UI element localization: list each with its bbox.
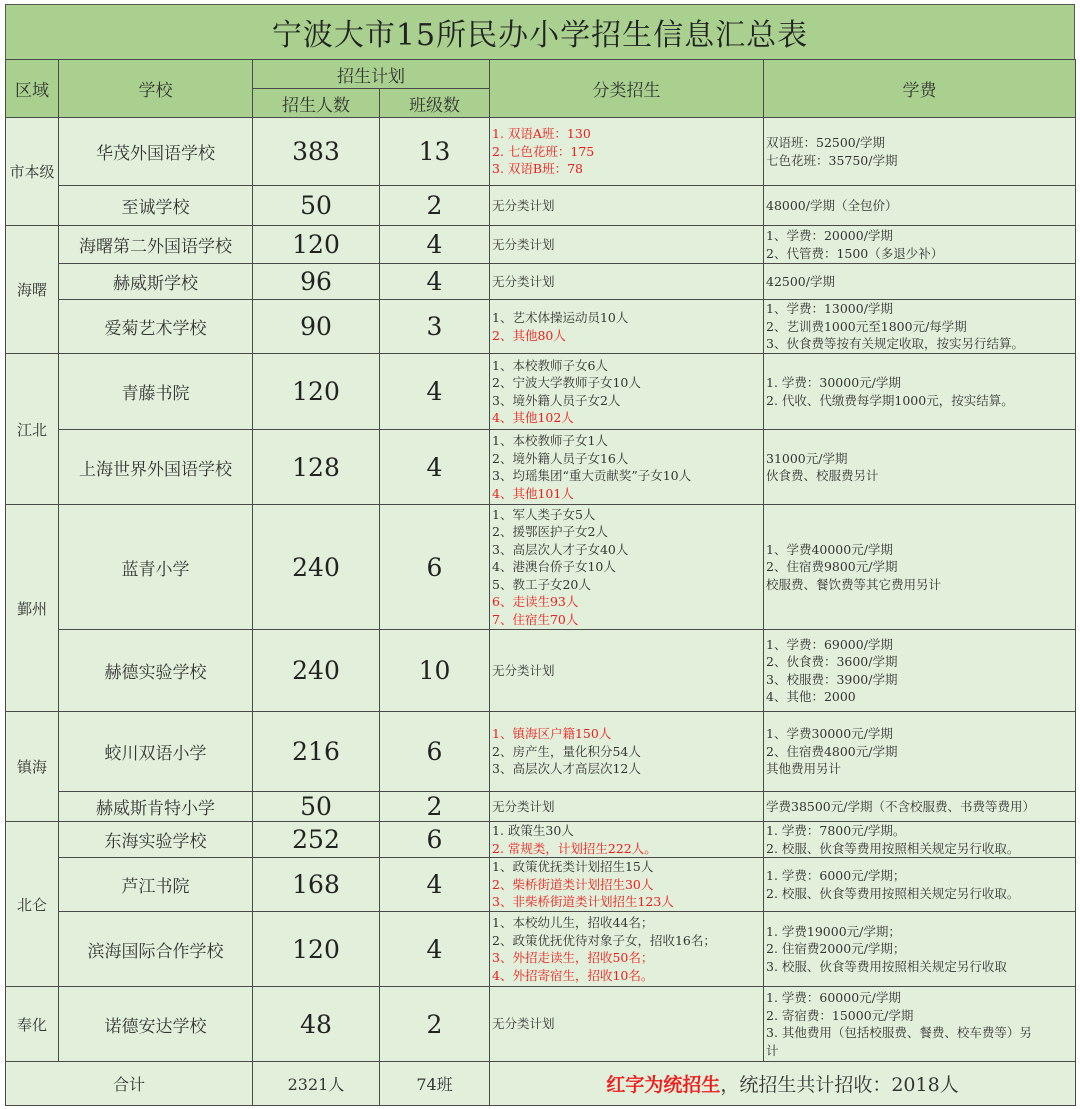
tuition-line: 1、学费：20000/学期 bbox=[766, 228, 893, 243]
total-note-red: 红字为统招生 bbox=[606, 1074, 721, 1096]
tuition-line: 3、伙食费等按有关规定收取，按实另行结算。 bbox=[766, 336, 1024, 352]
tuition-cell bbox=[764, 987, 1076, 1062]
total-note bbox=[490, 1062, 1076, 1106]
tuition-line: 2、伙食费：3600/学期 bbox=[766, 654, 898, 669]
category-item: 4、港澳台侨子女10人 bbox=[492, 559, 616, 575]
table-row bbox=[6, 505, 1076, 630]
tuition-line: 42500/学期 bbox=[766, 273, 835, 289]
category-cell bbox=[490, 987, 764, 1062]
tuition-cell bbox=[764, 912, 1076, 987]
class-count: 2 bbox=[380, 792, 490, 822]
enroll-count: 128 bbox=[253, 430, 380, 505]
category-cell bbox=[490, 186, 764, 226]
category-item: 无分类计划 bbox=[492, 1016, 555, 1032]
class-count: 4 bbox=[380, 354, 490, 430]
category-cell bbox=[490, 226, 764, 264]
class-count: 4 bbox=[380, 912, 490, 987]
enroll-count: 240 bbox=[253, 505, 380, 630]
class-count: 2 bbox=[380, 987, 490, 1062]
tuition-line: 1. 学费：6000元/学期； bbox=[766, 868, 906, 883]
category-item: 2、政策优抚优待对象子女，招收16名； bbox=[492, 932, 716, 948]
tuition-line: 4、其他：2000 bbox=[766, 689, 856, 704]
category-item: 2、宁波大学教师子女10人 bbox=[492, 375, 641, 390]
school-name: 蓝青小学 bbox=[59, 505, 253, 630]
category-item: 1、军人类子女5人 bbox=[492, 506, 596, 522]
school-name: 爱菊艺术学校 bbox=[59, 300, 253, 354]
tuition-line: 1. 学费：60000元/学期 bbox=[766, 990, 901, 1005]
table-row bbox=[6, 186, 1076, 226]
tuition-cell bbox=[764, 118, 1076, 186]
class-count: 13 bbox=[380, 118, 490, 186]
total-label: 合计 bbox=[6, 1062, 253, 1106]
category-item-unified: 2、柴桥街道类计划招生30人 bbox=[492, 876, 654, 892]
tuition-line: 其他费用另计 bbox=[766, 761, 842, 777]
category-cell bbox=[490, 300, 764, 354]
category-item-unified: 1. 双语A班：130 bbox=[492, 126, 591, 142]
header-class-count: 班级数 bbox=[380, 89, 490, 118]
tuition-line: 3、校服费：3900/学期 bbox=[766, 671, 898, 687]
category-item: 1、本校教师子女1人 bbox=[492, 433, 608, 448]
category-cell bbox=[490, 712, 764, 792]
category-item: 3、境外籍人员子女2人 bbox=[492, 392, 621, 408]
class-count: 6 bbox=[380, 505, 490, 630]
class-count: 10 bbox=[380, 630, 490, 712]
enroll-count: 383 bbox=[253, 118, 380, 186]
region-cell: 江北 bbox=[6, 354, 59, 505]
tuition-cell bbox=[764, 792, 1076, 822]
category-item: 3、高层次人才子女40人 bbox=[492, 541, 629, 557]
tuition-line: 1、学费：13000/学期 bbox=[766, 301, 893, 317]
region-cell: 海曙 bbox=[6, 226, 59, 354]
category-item-unified: 4、外招寄宿生，招收10名。 bbox=[492, 967, 654, 983]
tuition-line: 3. 其他费用（包括校服费、餐费、校车费等）另 bbox=[766, 1025, 1032, 1040]
tuition-line: 2. 代收、代缴费每学期1000元，按实结算。 bbox=[766, 392, 1014, 408]
class-count: 3 bbox=[380, 300, 490, 354]
class-count: 4 bbox=[380, 858, 490, 912]
category-item: 无分类计划 bbox=[492, 273, 555, 289]
category-item: 2、援鄂医护子女2人 bbox=[492, 524, 608, 540]
enroll-count: 168 bbox=[253, 858, 380, 912]
region-cell: 北仑 bbox=[6, 822, 59, 987]
table-row bbox=[6, 792, 1076, 822]
category-cell bbox=[490, 264, 764, 300]
page-title: 宁波大市15所民办小学招生信息汇总表 bbox=[5, 4, 1075, 59]
tuition-line: 2、代管费：1500（多退少补） bbox=[766, 245, 944, 261]
school-name: 滨海国际合作学校 bbox=[59, 912, 253, 987]
category-item: 1、艺术体操运动员10人 bbox=[492, 310, 629, 325]
enroll-count: 120 bbox=[253, 912, 380, 987]
enroll-count: 96 bbox=[253, 264, 380, 300]
tuition-line: 学费38500元/学期（不含校服费、书费等费用） bbox=[766, 798, 1035, 814]
table-row bbox=[6, 912, 1076, 987]
tuition-line: 校服费、餐饮费等其它费用另计 bbox=[766, 576, 942, 592]
school-name: 华茂外国语学校 bbox=[59, 118, 253, 186]
category-item-unified: 2. 常规类，计划招生222人。 bbox=[492, 840, 657, 856]
enroll-count: 50 bbox=[253, 186, 380, 226]
enroll-count: 252 bbox=[253, 822, 380, 858]
category-item-unified: 3、外招走读生，招收50名； bbox=[492, 950, 654, 965]
category-item-unified: 2、其他80人 bbox=[492, 327, 566, 343]
category-cell bbox=[490, 430, 764, 505]
school-name: 蛟川双语小学 bbox=[59, 712, 253, 792]
table-row bbox=[6, 118, 1076, 186]
tuition-line: 48000/学期（全包价） bbox=[766, 197, 898, 213]
category-cell bbox=[490, 792, 764, 822]
category-item: 5、教工子女20人 bbox=[492, 576, 591, 592]
header-enrollment-plan: 招生计划 bbox=[253, 60, 490, 89]
table-row bbox=[6, 987, 1076, 1062]
category-item: 无分类计划 bbox=[492, 798, 555, 814]
category-item-unified: 4、其他102人 bbox=[492, 410, 574, 425]
category-item-unified: 1、镇海区户籍150人 bbox=[492, 726, 612, 742]
category-cell bbox=[490, 912, 764, 987]
tuition-line: 2、艺训费1000元至1800元/每学期 bbox=[766, 318, 967, 334]
class-count: 2 bbox=[380, 186, 490, 226]
category-item: 3、高层次人才高层次12人 bbox=[492, 761, 641, 777]
enrollment-table bbox=[5, 59, 1076, 1106]
tuition-line: 1、学费：69000/学期 bbox=[766, 636, 893, 652]
region-cell: 奉化 bbox=[6, 987, 59, 1062]
enroll-count: 90 bbox=[253, 300, 380, 354]
tuition-line: 1. 学费：7800元/学期。 bbox=[766, 823, 906, 838]
tuition-cell bbox=[764, 300, 1076, 354]
table-row bbox=[6, 430, 1076, 505]
school-name: 赫德实验学校 bbox=[59, 630, 253, 712]
tuition-cell bbox=[764, 226, 1076, 264]
tuition-cell bbox=[764, 354, 1076, 430]
category-cell bbox=[490, 858, 764, 912]
school-name: 青藤书院 bbox=[59, 354, 253, 430]
tuition-cell bbox=[764, 712, 1076, 792]
tuition-line: 2. 校服、伙食等费用按照相关规定另行收取。 bbox=[766, 840, 1020, 856]
school-name: 芦江书院 bbox=[59, 858, 253, 912]
tuition-cell bbox=[764, 264, 1076, 300]
tuition-line: 2、住宿费4800元/学期 bbox=[766, 743, 898, 759]
tuition-line: 2、住宿费9800元/学期 bbox=[766, 559, 898, 575]
category-item-unified: 7、住宿生70人 bbox=[492, 611, 579, 627]
school-name: 上海世界外国语学校 bbox=[59, 430, 253, 505]
category-item: 1、本校教师子女6人 bbox=[492, 357, 608, 373]
category-item-unified: 2. 七色花班：175 bbox=[492, 143, 595, 159]
table-row bbox=[6, 630, 1076, 712]
table-row bbox=[6, 300, 1076, 354]
tuition-line: 1. 学费19000元/学期； bbox=[766, 923, 901, 939]
category-item: 无分类计划 bbox=[492, 662, 555, 678]
enroll-count: 50 bbox=[253, 792, 380, 822]
category-cell bbox=[490, 354, 764, 430]
tuition-line: 2. 住宿费2000元/学期； bbox=[766, 941, 906, 957]
category-cell bbox=[490, 822, 764, 858]
category-item-unified: 4、其他101人 bbox=[492, 485, 574, 501]
class-count: 4 bbox=[380, 264, 490, 300]
region-cell: 镇海 bbox=[6, 712, 59, 822]
tuition-cell bbox=[764, 858, 1076, 912]
tuition-cell bbox=[764, 430, 1076, 505]
tuition-line: 七色花班：35750/学期 bbox=[766, 152, 898, 168]
category-item: 无分类计划 bbox=[492, 197, 555, 213]
enroll-count: 120 bbox=[253, 226, 380, 264]
category-cell bbox=[490, 505, 764, 630]
class-count: 6 bbox=[380, 712, 490, 792]
enroll-count: 240 bbox=[253, 630, 380, 712]
category-item-unified: 3. 双语B班：78 bbox=[492, 161, 583, 177]
table-row bbox=[6, 226, 1076, 264]
category-item: 无分类计划 bbox=[492, 236, 555, 252]
class-count: 6 bbox=[380, 822, 490, 858]
total-note-rest: ，统招生共计招收：2018人 bbox=[720, 1074, 959, 1096]
header-enroll-count: 招生人数 bbox=[253, 89, 380, 118]
category-cell bbox=[490, 630, 764, 712]
tuition-line: 2. 寄宿费：15000元/学期 bbox=[766, 1007, 914, 1023]
enroll-count: 48 bbox=[253, 987, 380, 1062]
tuition-line: 计 bbox=[766, 1042, 779, 1058]
category-item: 2、房产生，量化积分54人 bbox=[492, 743, 641, 759]
school-name: 至诚学校 bbox=[59, 186, 253, 226]
tuition-line: 1、学费40000元/学期 bbox=[766, 541, 893, 557]
category-item: 3、均瑶集团“重大贡献奖”子女10人 bbox=[492, 468, 692, 483]
header-region: 区域 bbox=[6, 60, 59, 118]
category-item: 1、政策优抚类计划招生15人 bbox=[492, 859, 654, 875]
tuition-line: 1. 学费：30000元/学期 bbox=[766, 375, 901, 390]
total-enroll: 2321人 bbox=[253, 1062, 380, 1106]
table-row bbox=[6, 354, 1076, 430]
class-count: 4 bbox=[380, 430, 490, 505]
table-row bbox=[6, 712, 1076, 792]
school-name: 海曙第二外国语学校 bbox=[59, 226, 253, 264]
total-classes: 74班 bbox=[380, 1062, 490, 1106]
header-tuition: 学费 bbox=[764, 60, 1076, 118]
tuition-line: 31000元/学期 bbox=[766, 450, 848, 466]
enrollment-summary-sheet bbox=[5, 4, 1075, 1106]
total-row bbox=[6, 1062, 1076, 1106]
region-cell: 鄞州 bbox=[6, 505, 59, 712]
region-cell: 市本级 bbox=[6, 118, 59, 226]
school-name: 诺德安达学校 bbox=[59, 987, 253, 1062]
header-school: 学校 bbox=[59, 60, 253, 118]
category-item: 2、境外籍人员子女16人 bbox=[492, 450, 629, 466]
category-cell bbox=[490, 118, 764, 186]
tuition-line: 2. 校服、伙食等费用按照相关规定另行收取。 bbox=[766, 885, 1020, 901]
category-item-unified: 6、走读生93人 bbox=[492, 594, 579, 610]
tuition-line: 3. 校服、伙食等费用按照相关规定另行收取 bbox=[766, 958, 1007, 974]
table-row bbox=[6, 822, 1076, 858]
tuition-cell bbox=[764, 186, 1076, 226]
header-category: 分类招生 bbox=[490, 60, 764, 118]
tuition-line: 伙食费、校服费另计 bbox=[766, 468, 879, 483]
school-name: 东海实验学校 bbox=[59, 822, 253, 858]
tuition-line: 双语班：52500/学期 bbox=[766, 135, 885, 150]
tuition-cell bbox=[764, 822, 1076, 858]
category-item-unified: 3、非柴桥街道类计划招生123人 bbox=[492, 894, 674, 910]
table-row bbox=[6, 858, 1076, 912]
school-name: 赫威斯学校 bbox=[59, 264, 253, 300]
tuition-cell bbox=[764, 505, 1076, 630]
enroll-count: 120 bbox=[253, 354, 380, 430]
enroll-count: 216 bbox=[253, 712, 380, 792]
category-item: 1、本校幼儿生，招收44名； bbox=[492, 915, 654, 930]
tuition-cell bbox=[764, 630, 1076, 712]
tuition-line: 1、学费30000元/学期 bbox=[766, 726, 893, 742]
class-count: 4 bbox=[380, 226, 490, 264]
school-name: 赫威斯肯特小学 bbox=[59, 792, 253, 822]
category-item: 1. 政策生30人 bbox=[492, 823, 574, 838]
table-row bbox=[6, 264, 1076, 300]
